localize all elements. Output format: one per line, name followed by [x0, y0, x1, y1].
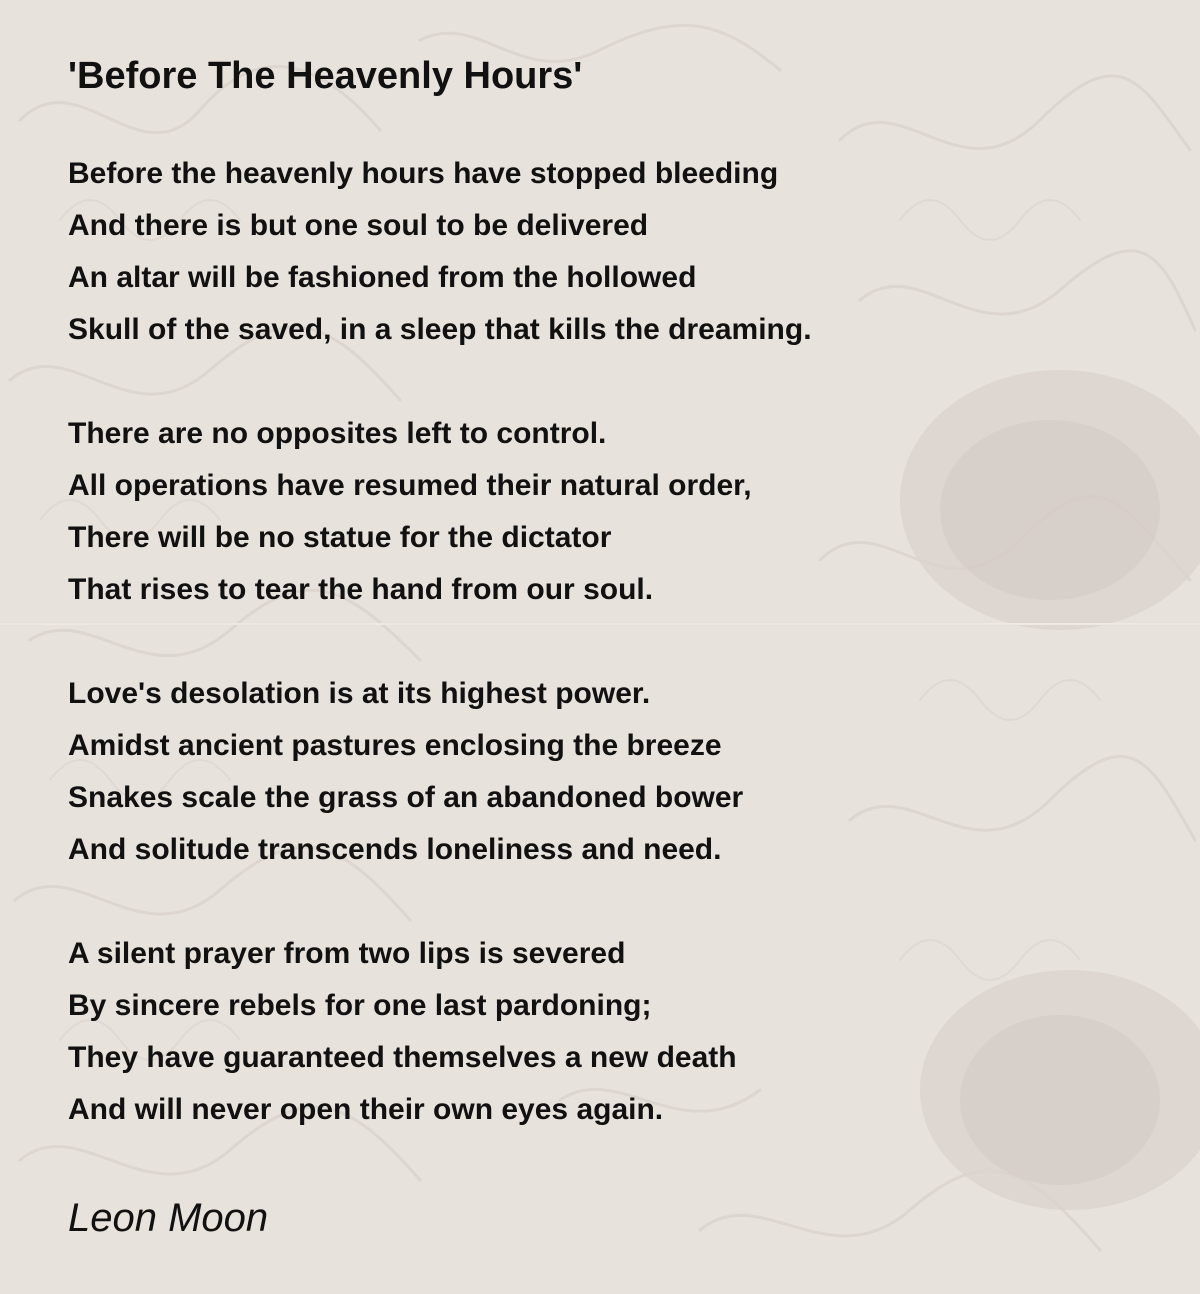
poem-line: An altar will be fashioned from the hollowed [68, 261, 697, 294]
poem-line: And solitude transcends loneliness and need. [68, 833, 722, 866]
poem-body [68, 148, 1200, 1136]
poem-line: By sincere rebels for one last pardoning; [68, 989, 652, 1022]
stanza-4 [68, 928, 1200, 1136]
poem-title: 'Before The Heavenly Hours' [68, 55, 583, 97]
poem-line: There are no opposites left to control. [68, 417, 607, 450]
stanza-3 [68, 668, 1200, 876]
stanza-1 [68, 148, 1200, 356]
poem-line: A silent prayer from two lips is severed [68, 937, 626, 970]
poem-line: And there is but one soul to be delivered [68, 209, 649, 242]
poem-line: There will be no statue for the dictator [68, 521, 612, 554]
poem-line: Snakes scale the grass of an abandoned bower [68, 781, 744, 814]
poem-line: They have guaranteed themselves a new death [68, 1041, 737, 1074]
poem-line: That rises to tear the hand from our soul. [68, 573, 654, 606]
poem-line: Love's desolation is at its highest power. [68, 677, 651, 710]
poem-line: Skull of the saved, in a sleep that kills the dreaming. [68, 313, 812, 346]
poem-line: All operations have resumed their natural order, [68, 469, 752, 502]
stanza-2 [68, 408, 1200, 616]
poem-line: Amidst ancient pastures enclosing the breeze [68, 729, 722, 762]
poem-line: And will never open their own eyes again. [68, 1093, 664, 1126]
poem-line: Before the heavenly hours have stopped bleeding [68, 157, 779, 190]
poem-author: Leon Moon [68, 1196, 269, 1240]
